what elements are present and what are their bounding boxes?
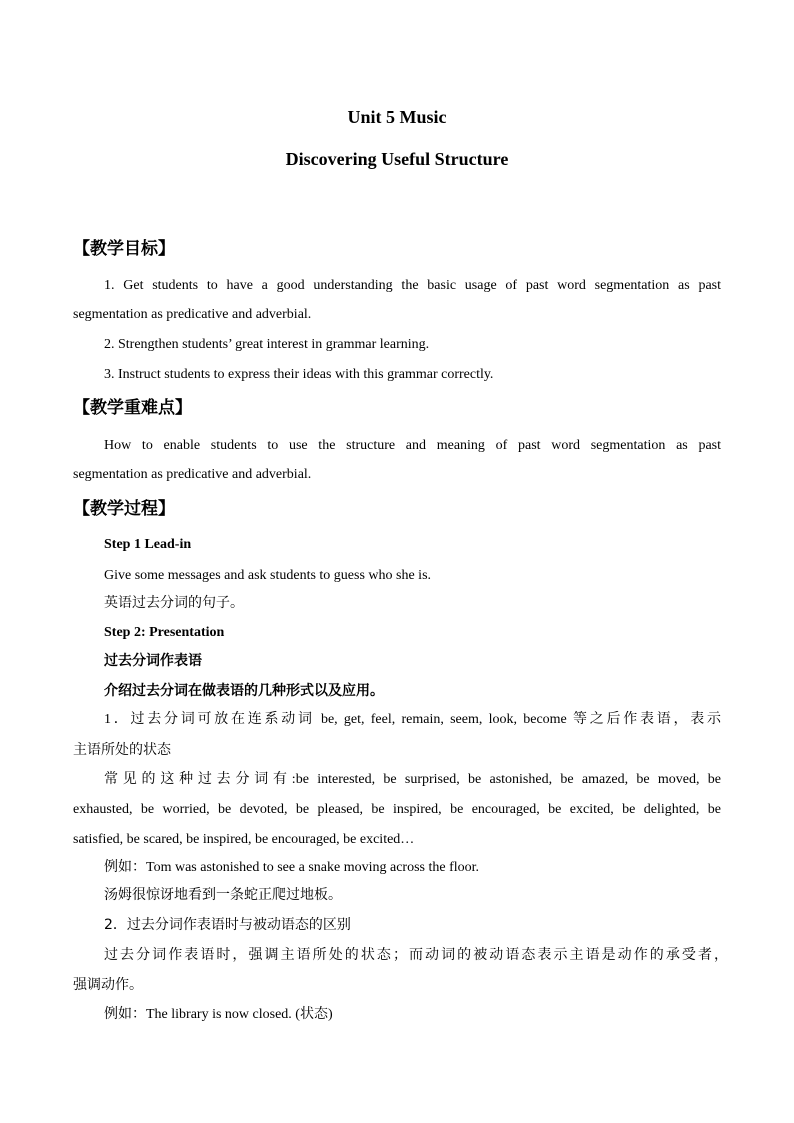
objective-item-1-line-1: 1. Get students to have a good understanding the basic usage of past word segmentation as past	[104, 278, 721, 293]
step-2-title: Step 2: Presentation	[104, 625, 225, 640]
objective-item-3: 3. Instruct students to express their ideas with this grammar correctly.	[104, 367, 494, 382]
point-2-text-line-1: 过去分词作表语时，强调主语所处的状态；而动词的被动语态表示主语是动作的承受者，	[104, 947, 728, 963]
point-2-text-line-2: 强调动作。	[73, 977, 143, 993]
section-heading-key-points: 【教学重难点】	[73, 398, 192, 418]
point-1-line-1: 1．过去分词可放在连系动词 be, get, feel, remain, seem, look, become 等之后作表语，表示	[104, 712, 721, 727]
example-2: 例如：The library is now closed. (状态)	[104, 1007, 333, 1022]
common-participles-line-3: satisfied, be scared, be inspired, be encouraged, be excited…	[73, 832, 415, 847]
document-title: Unit 5 Music	[347, 107, 447, 127]
section-heading-process: 【教学过程】	[73, 499, 175, 519]
key-points-line-2: segmentation as predicative and adverbial.	[73, 467, 312, 482]
common-participles-line-1: 常见的这种过去分词有:be interested, be surprised, be astonished, be amazed, be moved, be	[104, 772, 721, 787]
objective-item-2: 2. Strengthen students’ great interest in grammar learning.	[104, 337, 430, 352]
example-1: 例如：Tom was astonished to see a snake moving across the floor.	[104, 860, 480, 875]
example-1-translation: 汤姆很惊讶地看到一条蛇正爬过地板。	[104, 887, 342, 903]
objective-item-1-line-2: segmentation as predicative and adverbial.	[73, 307, 312, 322]
key-points-line-1: How to enable students to use the structure and meaning of past word segmentation as past	[104, 438, 721, 453]
sub-heading-predicative: 过去分词作表语	[104, 653, 202, 669]
point-2-heading: 2．过去分词作表语时与被动语态的区别	[104, 917, 351, 933]
sub-heading-introduction: 介绍过去分词在做表语的几种形式以及应用。	[104, 683, 384, 699]
document-subtitle: Discovering Useful Structure	[285, 149, 509, 169]
section-heading-objectives: 【教学目标】	[73, 239, 175, 259]
step-1-title: Step 1 Lead-in	[104, 537, 192, 552]
point-1-line-2: 主语所处的状态	[73, 742, 171, 758]
step-1-chinese-text: 英语过去分词的句子。	[104, 595, 244, 611]
step-1-text: Give some messages and ask students to guess who she is.	[104, 568, 432, 583]
common-participles-line-2: exhausted, be worried, be devoted, be pleased, be inspired, be encouraged, be excited, be delighted, be	[73, 802, 721, 817]
